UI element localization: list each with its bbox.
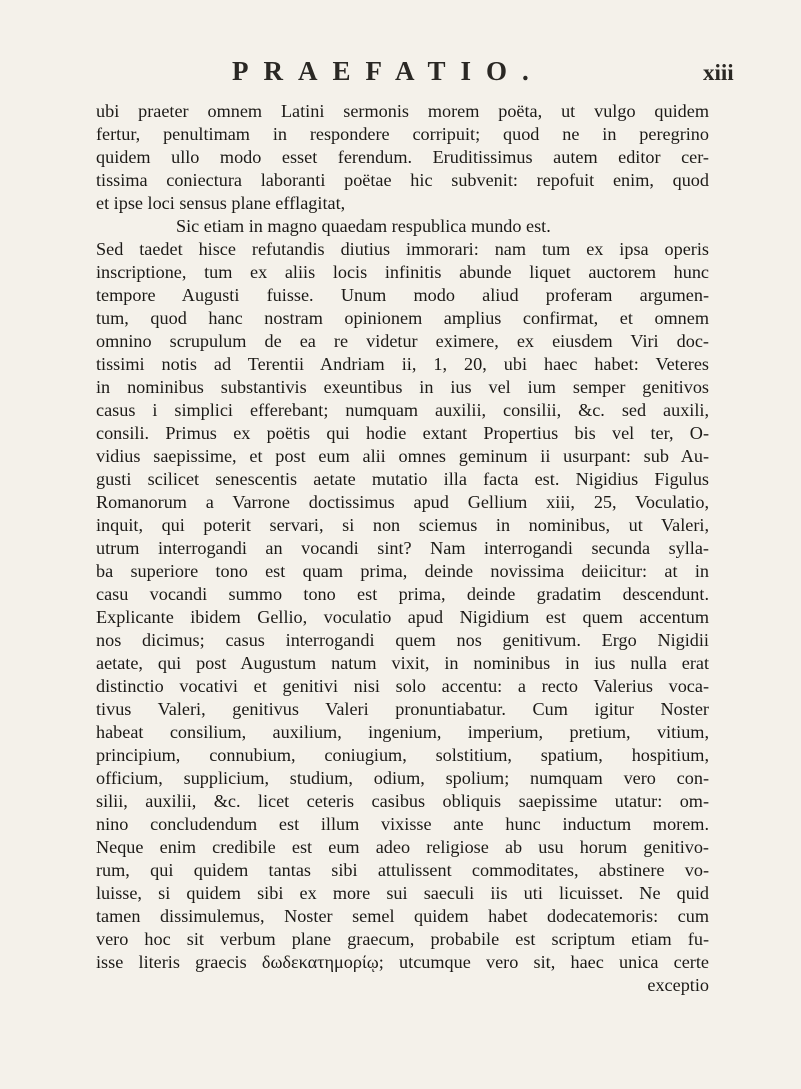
text-line: utrum interrogandi an vocandi sint? Nam interrogandi secunda sylla- bbox=[96, 538, 709, 558]
text-line: fertur, penultimam in respondere corripuit; quod ne in peregrino bbox=[96, 124, 709, 144]
text-line: tempore Augusti fuisse. Unum modo aliud proferam argumen- bbox=[96, 285, 709, 305]
text-line: casu vocandi summo tono est prima, deinde gradatim descendunt. bbox=[96, 584, 709, 604]
text-line: Sed taedet hisce refutandis diutius immorari: nam tum ex ipsa operis bbox=[96, 239, 709, 259]
page-number: xiii bbox=[703, 60, 734, 85]
text-line: rum, qui quidem tantas sibi attulissent commoditates, abstinere vo- bbox=[96, 860, 709, 880]
text-line: Neque enim credibile est eum adeo religiose ab usu horum genitivo- bbox=[96, 837, 709, 857]
running-title: PRAEFATIO. bbox=[232, 56, 544, 86]
text-line: tissimi notis ad Terentii Andriam ii, 1, 20, ubi haec habet: Veteres bbox=[96, 354, 709, 374]
text-line: vero hoc sit verbum plane graecum, probabile est scriptum etiam fu- bbox=[96, 929, 709, 949]
text-line: tivus Valeri, genitivus Valeri pronuntiabatur. Cum igitur Noster bbox=[96, 699, 709, 719]
text-line: omnino scrupulum de ea re videtur eximere, ex eiusdem Viri doc- bbox=[96, 331, 709, 351]
text-line: Explicante ibidem Gellio, voculatio apud Nigidium est quem accentum bbox=[96, 607, 709, 627]
text-line: tissima coniectura laboranti poëtae hic subvenit: repofuit enim, quod bbox=[96, 170, 709, 190]
text-line: tum, quod hanc nostram opinionem amplius confirmat, et omnem bbox=[96, 308, 709, 328]
text-line: principium, connubium, coniugium, solstitium, spatium, hospitium, bbox=[96, 745, 709, 765]
text-line: quidem ullo modo esset ferendum. Eruditissimus autem editor cer- bbox=[96, 147, 709, 167]
text-line: vidius saepissime, et post eum alii omnes geminum ii usurpant: sub Au- bbox=[96, 446, 709, 466]
text-line: casus i simplici efferebant; numquam auxilii, consilii, &c. sed auxili, bbox=[96, 400, 709, 420]
text-line: aetate, qui post Augustum natum vixit, in nominibus in ius nulla erat bbox=[96, 653, 709, 673]
text-line: silii, auxilii, &c. licet ceteris casibus obliquis saepissime utatur: om- bbox=[96, 791, 709, 811]
text-line: ubi praeter omnem Latini sermonis morem poëta, ut vulgo quidem bbox=[96, 101, 709, 121]
text-line: nino concludendum est illum vixisse ante hunc inductum morem. bbox=[96, 814, 709, 834]
text-line: ba superiore tono est quam prima, deinde novissima deiicitur: at in bbox=[96, 561, 709, 581]
text-line: gusti scilicet senescentis aetate mutatio illa facta est. Nigidius Figulus bbox=[96, 469, 709, 489]
text-line: et ipse loci sensus plane efflagitat, bbox=[96, 193, 346, 213]
text-line: nos dicimus; casus interrogandi quem nos genitivum. Ergo Nigidii bbox=[96, 630, 709, 650]
text-line: tamen dissimulemus, Noster semel quidem habet dodecatemoris: cum bbox=[96, 906, 709, 926]
text-line: isse literis graecis δωδεκατημορίῳ; utcumque vero sit, haec unica certe bbox=[96, 952, 709, 972]
text-line: Romanorum a Varrone doctissimus apud Gellium xiii, 25, Voculatio, bbox=[96, 492, 709, 512]
catchword: exceptio bbox=[647, 975, 709, 995]
text-line: inscriptione, tum ex aliis locis infinitis abunde liquet auctorem hunc bbox=[96, 262, 709, 282]
verse-quotation: Sic etiam in magno quaedam respublica mundo est. bbox=[176, 216, 551, 236]
text-line: inquit, qui poterit servari, si non sciemus in nominibus, ut Valeri, bbox=[96, 515, 709, 535]
body-text bbox=[96, 100, 709, 997]
text-line: consili. Primus ex poëtis qui hodie extant Propertius bis vel ter, O- bbox=[96, 423, 709, 443]
text-line: distinctio vocativi et genitivi nisi solo accentu: a recto Valerius voca- bbox=[96, 676, 709, 696]
page-header bbox=[0, 56, 801, 96]
text-line: in nominibus substantivis exeuntibus in ius vel ium semper genitivos bbox=[96, 377, 709, 397]
text-line: luisse, si quidem sibi ex more sui saeculi iis uti licuisset. Ne quid bbox=[96, 883, 709, 903]
text-line: habeat consilium, auxilium, ingenium, imperium, pretium, vitium, bbox=[96, 722, 709, 742]
text-line: officium, supplicium, studium, odium, spolium; numquam vero con- bbox=[96, 768, 709, 788]
